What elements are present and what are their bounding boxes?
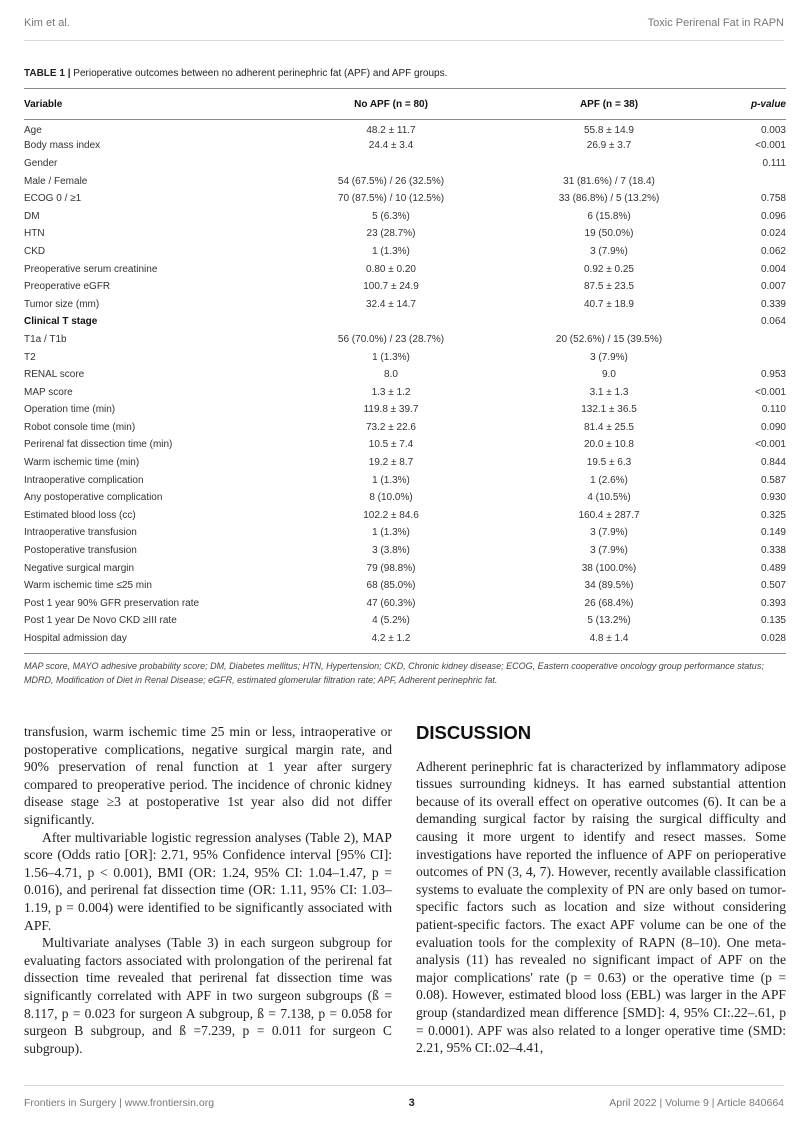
cell-variable: Preoperative serum creatinine — [24, 263, 158, 275]
cell-no-apf: 1 (1.3%) — [372, 474, 410, 486]
cell-variable: Operation time (min) — [24, 404, 116, 416]
cell-no-apf: 79 (98.8%) — [366, 562, 416, 574]
results-paragraph-2: After multivariable logistic regression analyses (Table 2), MAP score (Odds ratio [OR]: 2.71, 95% Confidence interval [95% CI]: 1.56–4.71, p < 0.001), BMI (OR: 1.24, 95% CI: 1.04–1.47, p = 0.016), and perirenal fat dissection time (OR: 1.11, 95% CI: 1.03–1.19, p = 0.004) were identified to be significantly associated with APF. — [24, 829, 392, 933]
cell-p-value: 0.393 — [760, 597, 786, 609]
cell-apf — [510, 155, 708, 173]
cell-p-value — [708, 172, 786, 190]
cell-no-apf: 8 (10.0%) — [369, 492, 413, 504]
cell-p-value: 0.003 — [760, 125, 786, 137]
table-row — [24, 331, 786, 349]
cell-apf: 38 (100.0%) — [581, 562, 637, 574]
col-header-p-value-text: p-value — [750, 98, 786, 110]
cell-variable: CKD — [24, 245, 46, 257]
table-row — [24, 507, 786, 525]
col-header-p-value — [708, 89, 786, 120]
cell-variable: Estimated blood loss (cc) — [24, 509, 136, 521]
cell-no-apf: 32.4 ± 14.7 — [366, 298, 416, 310]
table-row — [24, 489, 786, 507]
cell-no-apf: 100.7 ± 24.9 — [363, 281, 419, 293]
cell-no-apf — [272, 155, 510, 173]
table-row — [24, 436, 786, 454]
table-row — [24, 278, 786, 296]
cell-apf: 4 (10.5%) — [587, 492, 631, 504]
table-body — [24, 120, 786, 648]
table-row — [24, 348, 786, 366]
cell-apf: 26.9 ± 3.7 — [586, 140, 632, 152]
cell-no-apf: 1 (1.3%) — [372, 527, 410, 539]
cell-apf: 3 (7.9%) — [590, 351, 628, 363]
cell-no-apf: 4.2 ± 1.2 — [371, 633, 411, 645]
header-rule — [24, 40, 784, 41]
table-row — [24, 155, 786, 173]
cell-no-apf: 4 (5.2%) — [372, 615, 410, 627]
cell-variable: Warm ischemic time ≤25 min — [24, 580, 152, 592]
table-row — [24, 120, 786, 138]
table-caption-text: Perioperative outcomes between no adherent perinephric fat (APF) and APF groups. — [70, 68, 448, 79]
running-header — [24, 17, 784, 29]
cell-apf: 1 (2.6%) — [590, 474, 628, 486]
cell-variable: ECOG 0 / ≥1 — [24, 193, 82, 205]
cell-no-apf: 23 (28.7%) — [366, 228, 416, 240]
cell-no-apf: 0.80 ± 0.20 — [366, 263, 416, 275]
cell-variable: Gender — [24, 157, 58, 169]
footer-issue: April 2022 | Volume 9 | Article 840664 — [609, 1097, 784, 1109]
cell-variable: Tumor size (mm) — [24, 298, 100, 310]
table-row — [24, 595, 786, 613]
running-footer — [24, 1097, 784, 1109]
right-text-column — [416, 723, 786, 1057]
cell-p-value: 0.953 — [760, 369, 786, 381]
cell-no-apf: 1 (1.3%) — [372, 245, 410, 257]
table-caption-label: TABLE 1 | — [24, 68, 71, 79]
cell-variable: Robot console time (min) — [24, 421, 136, 433]
cell-no-apf: 68 (85.0%) — [366, 580, 416, 592]
cell-variable: Hospital admission day — [24, 633, 127, 645]
table-row — [24, 471, 786, 489]
table-footnote: MAP score, MAYO adhesive probability score; DM, Diabetes mellitus; HTN, Hypertension; CKD, Chronic kidney disease; ECOG, Eastern cooperative oncology group performance status; MDRD, Modification of Diet in Renal Disease; eGFR, estimated glomerular filtration rate; APF, Adherent perinephric fat. — [24, 661, 764, 685]
cell-p-value: 0.587 — [760, 474, 786, 486]
cell-no-apf: 56 (70.0%) / 23 (28.7%) — [337, 333, 445, 345]
cell-apf: 3 (7.9%) — [590, 545, 628, 557]
table-row — [24, 524, 786, 542]
discussion-heading: DISCUSSION — [416, 722, 532, 743]
table-row — [24, 454, 786, 472]
table-row — [24, 559, 786, 577]
col-header-no-apf — [272, 89, 510, 120]
cell-p-value: 0.339 — [760, 298, 786, 310]
header-running-title: Toxic Perirenal Fat in RAPN — [647, 17, 784, 29]
table-caption — [24, 68, 786, 79]
cell-p-value: <0.001 — [755, 140, 786, 152]
cell-no-apf: 73.2 ± 22.6 — [366, 421, 416, 433]
cell-p-value: 0.507 — [760, 580, 786, 592]
cell-apf: 81.4 ± 25.5 — [584, 421, 634, 433]
cell-variable: Age — [24, 125, 42, 137]
page-number: 3 — [408, 1097, 415, 1109]
cell-apf: 19.5 ± 6.3 — [586, 457, 632, 469]
cell-p-value: 0.844 — [760, 457, 786, 469]
cell-apf — [510, 313, 708, 331]
cell-variable: Any postoperative complication — [24, 492, 163, 504]
col-header-apf — [510, 89, 708, 120]
table-row — [24, 577, 786, 595]
cell-no-apf: 1 (1.3%) — [372, 351, 410, 363]
cell-no-apf: 48.2 ± 11.7 — [366, 125, 416, 137]
cell-no-apf: 3 (3.8%) — [372, 545, 410, 557]
table-row — [24, 207, 786, 225]
table-row — [24, 383, 786, 401]
cell-apf: 19 (50.0%) — [584, 228, 634, 240]
cell-variable: Intraoperative transfusion — [24, 527, 137, 539]
cell-apf: 26 (68.4%) — [584, 597, 634, 609]
footer-journal: Frontiers in Surgery | www.frontiersin.org — [24, 1097, 215, 1109]
cell-apf: 31 (81.6%) / 7 (18.4) — [563, 175, 655, 187]
cell-apf: 34 (89.5%) — [584, 580, 634, 592]
cell-p-value: 0.149 — [760, 527, 786, 539]
cell-no-apf: 5 (6.3%) — [372, 210, 410, 222]
cell-no-apf: 10.5 ± 7.4 — [368, 439, 414, 451]
discussion-paragraph-1: Adherent perinephric fat is characterized by inflammatory adipose tissues surrounding kidneys. It has earned substantial attention because of its overall effect on operative outcomes (6). It can be a demanding surgical factor by raising the surgical difficulty and causing it more urgent to identify and resect masses. Some investigations have reported the influence of APF on perioperative outcomes of PN (3, 4, 7). However, recently available classification systems to evaluate the complexity of PN are only based on tumor-specific factors such as location and size without considering patient-specific factors. The exact APF volume can be one of the evaluation tools for the complexity of RAPN (8–10). One meta-analysis (11) has revealed no significant impact of APF on the major complications' rate (p = 0.63) or the operative time (p = 0.08). However, estimated blood loss (EBL) was larger in the APF group (standardized mean difference [SMD]: 4, 95% CI:.22–.61, p = 0.0001). APF was also related to a longer operative time (SMD: 2.21, 95% CI:.02–4.41, — [416, 758, 786, 1056]
cell-variable: T2 — [24, 351, 36, 363]
cell-p-value: 0.930 — [760, 492, 786, 504]
table-row — [24, 137, 786, 155]
table-row — [24, 419, 786, 437]
table-row — [24, 190, 786, 208]
cell-variable: Postoperative transfusion — [24, 545, 137, 557]
cell-variable: RENAL score — [24, 369, 85, 381]
cell-variable: HTN — [24, 228, 45, 240]
cell-p-value: 0.062 — [760, 245, 786, 257]
cell-p-value: 0.110 — [761, 404, 786, 416]
col-header-apf-text: APF (n = 38) — [579, 98, 639, 110]
cell-variable: Post 1 year De Novo CKD ≥III rate — [24, 615, 177, 627]
left-text-column — [24, 723, 392, 1057]
cell-p-value — [708, 348, 786, 366]
results-paragraph-3: Multivariate analyses (Table 3) in each surgeon subgroup for evaluating factors associated with prolongation of the perirenal fat dissection time revealed that perirenal fat dissection time was significantly correlated with APF in two surgeon subgroups (ß = 8.117, p = 0.023 for surgeon A subgroup, ß = 7.138, p = 0.058 for surgeon B subgroup, and ß =7.239, p = 0.011 for surgeon C subgroup). — [24, 935, 392, 1056]
cell-variable: Preoperative eGFR — [24, 281, 111, 293]
cell-no-apf: 102.2 ± 84.6 — [363, 509, 419, 521]
table-row — [24, 295, 786, 313]
table-row — [24, 225, 786, 243]
cell-variable: Warm ischemic time (min) — [24, 457, 140, 469]
cell-apf: 40.7 ± 18.9 — [584, 298, 634, 310]
cell-no-apf: 8.0 — [384, 369, 398, 381]
table-row — [24, 172, 786, 190]
cell-variable: Negative surgical margin — [24, 562, 135, 574]
table-row — [24, 630, 786, 648]
outcomes-table — [24, 88, 786, 647]
cell-p-value: 0.338 — [760, 545, 786, 557]
cell-apf: 20.0 ± 10.8 — [584, 439, 634, 451]
col-header-no-apf-text: No APF (n = 80) — [354, 98, 428, 110]
col-header-variable: Variable — [24, 98, 63, 110]
cell-p-value: 0.090 — [760, 421, 786, 433]
cell-apf: 160.4 ± 287.7 — [578, 509, 640, 521]
cell-apf: 87.5 ± 23.5 — [584, 281, 634, 293]
cell-p-value: 0.004 — [760, 263, 786, 275]
cell-variable: Post 1 year 90% GFR preservation rate — [24, 597, 200, 609]
cell-no-apf: 1.3 ± 1.2 — [371, 386, 411, 398]
cell-p-value: 0.489 — [760, 562, 786, 574]
footer-rule — [24, 1085, 784, 1086]
cell-p-value: 0.096 — [760, 210, 786, 222]
cell-p-value: 0.028 — [760, 633, 786, 645]
table-row — [24, 366, 786, 384]
cell-no-apf: 70 (87.5%) / 10 (12.5%) — [337, 193, 445, 205]
cell-p-value: 0.758 — [760, 193, 786, 205]
cell-p-value: 0.024 — [760, 228, 786, 240]
cell-p-value: 0.325 — [760, 509, 786, 521]
cell-apf: 9.0 — [602, 369, 616, 381]
cell-no-apf: 54 (67.5%) / 26 (32.5%) — [337, 175, 445, 187]
cell-apf: 132.1 ± 36.5 — [581, 404, 637, 416]
cell-variable: Body mass index — [24, 140, 101, 152]
cell-variable: MAP score — [24, 386, 73, 398]
cell-p-value: 0.111 — [762, 157, 786, 169]
table-row — [24, 401, 786, 419]
cell-apf: 3 (7.9%) — [590, 527, 628, 539]
table-row — [24, 313, 786, 331]
cell-no-apf: 47 (60.3%) — [366, 597, 416, 609]
cell-no-apf — [272, 313, 510, 331]
cell-variable: Intraoperative complication — [24, 474, 144, 486]
cell-no-apf: 19.2 ± 8.7 — [368, 457, 414, 469]
cell-apf: 33 (86.8%) / 5 (13.2%) — [558, 193, 660, 205]
cell-apf: 3 (7.9%) — [590, 245, 628, 257]
cell-variable: Male / Female — [24, 175, 88, 187]
table-row — [24, 243, 786, 261]
cell-apf: 4.8 ± 1.4 — [589, 633, 629, 645]
cell-variable: DM — [24, 210, 40, 222]
cell-apf: 55.8 ± 14.9 — [584, 125, 634, 137]
cell-apf: 3.1 ± 1.3 — [589, 386, 629, 398]
cell-variable: Clinical T stage — [24, 316, 98, 328]
cell-p-value: 0.007 — [760, 281, 786, 293]
table-row — [24, 612, 786, 630]
cell-variable: T1a / T1b — [24, 333, 67, 345]
cell-p-value: <0.001 — [755, 386, 786, 398]
cell-no-apf: 24.4 ± 3.4 — [368, 140, 414, 152]
cell-apf: 6 (15.8%) — [587, 210, 631, 222]
results-paragraph-1: transfusion, warm ischemic time 25 min or less, intraoperative or postoperative complications, negative surgical margin rate, and 90% preservation of renal function at 1 year after surgery compared to preoperative period. The incidence of chronic kidney disease stage ≥3 at postoperative 1st year also did not differ significantly. — [24, 724, 392, 827]
cell-p-value: <0.001 — [755, 439, 786, 451]
cell-apf: 20 (52.6%) / 15 (39.5%) — [555, 333, 663, 345]
cell-apf: 0.92 ± 0.25 — [584, 263, 634, 275]
cell-no-apf: 119.8 ± 39.7 — [363, 404, 419, 416]
header-authors: Kim et al. — [24, 17, 70, 29]
cell-p-value: 0.135 — [760, 615, 786, 627]
table-row — [24, 542, 786, 560]
table-header-row — [24, 89, 786, 120]
cell-apf: 5 (13.2%) — [587, 615, 631, 627]
cell-p-value: 0.064 — [760, 316, 786, 328]
cell-p-value — [708, 331, 786, 349]
table-1 — [24, 68, 786, 687]
table-row — [24, 260, 786, 278]
cell-variable: Perirenal fat dissection time (min) — [24, 439, 173, 451]
